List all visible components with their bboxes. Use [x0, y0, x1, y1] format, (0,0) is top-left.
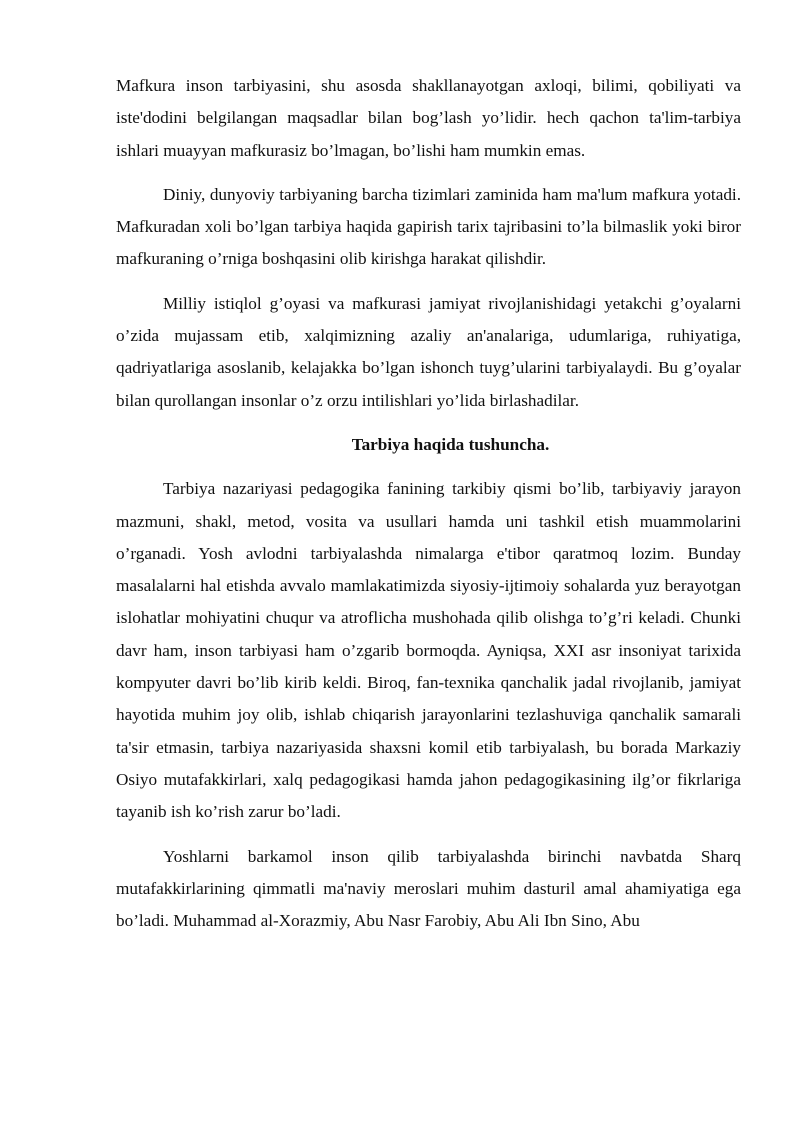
paragraph-2: Diniy, dunyoviy tarbiyaning barcha tizimlari zaminida ham ma'lum mafkura yotadi. Mafkuradan xoli bo’lgan tarbiya haqida gapirish tarix tajribasini to’la bilmaslik yoki biror mafkuraning o’rniga boshqasini olib kirishga harakat qilishdir.: [116, 184, 741, 269]
section-heading: Tarbiya haqida tushuncha.: [351, 434, 550, 454]
paragraph-3: Milliy istiqlol g’oyasi va mafkurasi jamiyat rivojlanishidagi yetakchi g’oyalarni o’zida mujassam etib, xalqimizning azaliy an'analariga, udumlariga, ruhiyatiga, qadriyatlariga asoslanib, kelajakka bo’lgan ishonch tuyg’ularini tarbiyalaydi. Bu g’oyalar bilan qurollangan insonlar o’z orzu intilishlari yo’lida birlashadilar.: [116, 293, 741, 410]
paragraph-5: Yoshlarni barkamol inson qilib tarbiyalashda birinchi navbatda Sharq mutafakkirlarining qimmatli ma'naviy meroslari muhim dasturil amal ahamiyatiga ega bo’ladi. Muhammad al-Xorazmiy, Abu Nasr Farobiy, Abu Ali Ibn Sino, Abu: [116, 846, 741, 931]
document-page: [116, 70, 741, 949]
paragraph-1: Mafkura inson tarbiyasini, shu asosda shakllanayotgan axloqi, bilimi, qobiliyati va iste'dodini belgilangan maqsadlar bilan bog’lash yo’lidir. hech qachon ta'lim-tarbiya ishlari muayyan mafkurasiz bo’lmagan, bo’lishi ham mumkin emas.: [116, 76, 741, 160]
paragraph-4: Tarbiya nazariyasi pedagogika fanining tarkibiy qismi bo’lib, tarbiyaviy jarayon mazmuni, shakl, metod, vosita va usullari hamda uni tashkil etish muammolarini o’rganadi. Yosh avlodni tarbiyalashda nimalarga e'tibor qaratmoq lozim. Bunday masalalarni hal etishda avvalo mamlakatimizda siyosiy-ijtimoiy sohalarda yuz berayotgan islohatlar mohiyatini chuqur va atroflicha mushohada qilib olishga to’g’ri keladi. Chunki davr ham, inson tarbiyasi ham o’zgarib bormoqda. Ayniqsa, XXI asr insoniyat tarixida kompyuter davri bo’lib kirib keldi. Biroq, fan-texnika qanchalik jadal rivojlanib, jamiyat hayotida muhim joy olib, ishlab chiqarish jarayonlarini tezlashuviga qanchalik samarali ta'sir etmasin, tarbiya nazariyasida shaxsni komil etib tarbiyalash, bu borada Markaziy Osiyo mutafakkirlari, xalq pedagogikasi hamda jahon pedagogikasining ilg’or fikrlariga tayanib ish ko’rish zarur bo’ladi.: [116, 479, 741, 822]
